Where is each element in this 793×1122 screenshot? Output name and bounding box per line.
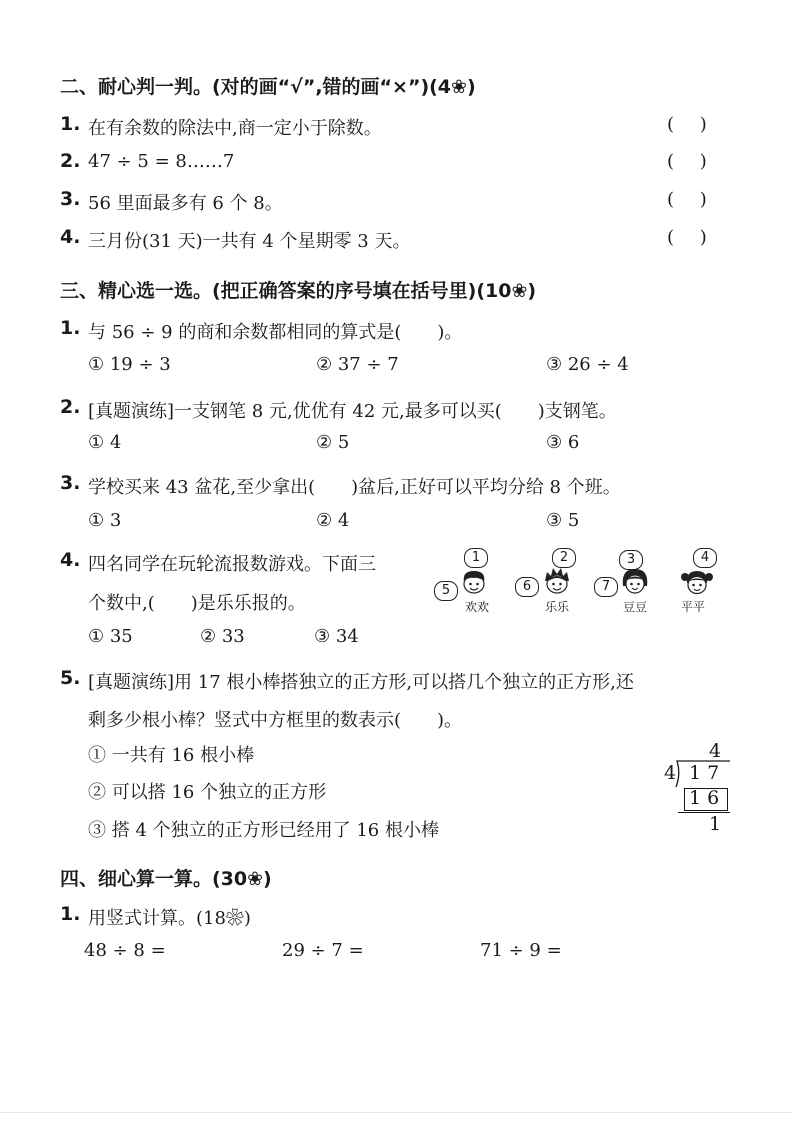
judge-2-number: 2. (60, 150, 81, 172)
choice-3-number: 3. (60, 472, 81, 494)
choice-2-option-2[interactable]: ② 5 (316, 432, 350, 453)
spiky-hair-boy-face-icon (541, 566, 573, 596)
choice-3-option-3[interactable]: ③ 5 (546, 510, 580, 531)
choice-4-option-2[interactable]: ② 33 (200, 626, 245, 647)
kid-4-name: 平平 (681, 600, 706, 614)
kid-2-number-bubble: 2 (552, 548, 576, 568)
choice-4-text-line-1: 四名同学在玩轮流报数游戏。下面三 (88, 554, 376, 575)
choice-1-option-2[interactable]: ② 37 ÷ 7 (316, 354, 399, 375)
choice-5-option-2[interactable]: ② 可以搭 16 个独立的正方形 (88, 782, 327, 803)
page-bottom-edge (0, 1112, 793, 1113)
judge-3-number: 3. (60, 188, 81, 210)
division-dividend: 17 (689, 762, 726, 784)
girl-face-icon (620, 566, 650, 598)
kid-3-number-bubble: 3 (619, 550, 643, 570)
kid-2-side-bubble: 6 (515, 577, 539, 597)
judge-1-text: 在有余数的除法中,商一定小于除数。 (88, 118, 382, 139)
calc-problem-1: 48 ÷ 8 = (84, 940, 166, 961)
kid-4-number-bubble: 4 (693, 548, 717, 568)
choice-4-option-1[interactable]: ① 35 (88, 626, 133, 647)
kid-3-name: 豆豆 (623, 600, 648, 614)
choice-4-text-line-2: 个数中,( )是乐乐报的。 (88, 593, 306, 614)
section-2-title: 二、耐心判一判。(对的画“√”,错的画“×”)(4❀) (60, 76, 476, 98)
choice-1-option-3[interactable]: ③ 26 ÷ 4 (546, 354, 629, 375)
judge-4-number: 4. (60, 226, 81, 248)
judge-3-text: 56 里面最多有 6 个 8。 (88, 193, 283, 214)
section-4-title: 四、细心算一算。(30❀) (60, 868, 272, 890)
boy-face-icon (459, 568, 489, 596)
choice-1-number: 1. (60, 317, 81, 339)
calc-problem-2: 29 ÷ 7 = (282, 940, 364, 961)
division-remainder: 1 (709, 813, 722, 835)
choice-4-option-3[interactable]: ③ 34 (314, 626, 359, 647)
kid-1-side-bubble: 5 (434, 581, 458, 601)
judge-4-answer-paren[interactable]: ( ) (667, 227, 707, 248)
pigtail-girl-face-icon (680, 567, 714, 597)
calc-1-number: 1. (60, 903, 81, 925)
choice-2-number: 2. (60, 396, 81, 418)
choice-5-text-line-2: 剩多少根小棒？竖式中方框里的数表示( )。 (88, 710, 463, 731)
judge-1-number: 1. (60, 113, 81, 135)
division-quotient: 4 (709, 740, 722, 762)
judge-2-answer-paren[interactable]: ( ) (667, 151, 707, 172)
choice-2-option-1[interactable]: ① 4 (88, 432, 122, 453)
judge-1-answer-paren[interactable]: ( ) (667, 114, 707, 135)
choice-3-text: 学校买来 43 盆花,至少拿出( )盆后,正好可以平均分给 8 个班。 (88, 477, 621, 498)
kid-1-name: 欢欢 (465, 600, 490, 614)
choice-5-option-1[interactable]: ① 一共有 16 根小棒 (88, 745, 255, 766)
choice-3-option-2[interactable]: ② 4 (316, 510, 350, 531)
choice-5-text-line-1: [真题演练]用 17 根小棒搭独立的正方形,可以搭几个独立的正方形,还 (88, 672, 634, 693)
kid-2-name: 乐乐 (545, 600, 570, 614)
judge-3-answer-paren[interactable]: ( ) (667, 189, 707, 210)
choice-4-number: 4. (60, 549, 81, 571)
division-divisor: 4 (664, 762, 677, 784)
calc-problem-3: 71 ÷ 9 = (480, 940, 562, 961)
choice-2-option-3[interactable]: ③ 6 (546, 432, 580, 453)
division-underline (678, 812, 730, 813)
division-product: 16 (689, 787, 726, 809)
choice-1-option-1[interactable]: ① 19 ÷ 3 (88, 354, 171, 375)
choice-5-option-3[interactable]: ③ 搭 4 个独立的正方形已经用了 16 根小棒 (88, 820, 439, 841)
judge-4-text: 三月份(31 天)一共有 4 个星期零 3 天。 (88, 231, 411, 252)
choice-5-number: 5. (60, 667, 81, 689)
judge-2-text: 47 ÷ 5 = 8……7 (88, 151, 235, 172)
choice-1-text: 与 56 ÷ 9 的商和余数都相同的算式是( )。 (88, 322, 463, 343)
kid-3-side-bubble: 7 (594, 577, 618, 597)
section-3-title: 三、精心选一选。(把正确答案的序号填在括号里)(10❀) (60, 280, 537, 302)
choice-3-option-1[interactable]: ① 3 (88, 510, 122, 531)
choice-2-text: [真题演练]一支钢笔 8 元,优优有 42 元,最多可以买( )支钢笔。 (88, 401, 617, 422)
calc-1-title: 用竖式计算。(18❀) (88, 908, 251, 929)
kid-1-number-bubble: 1 (464, 548, 488, 568)
